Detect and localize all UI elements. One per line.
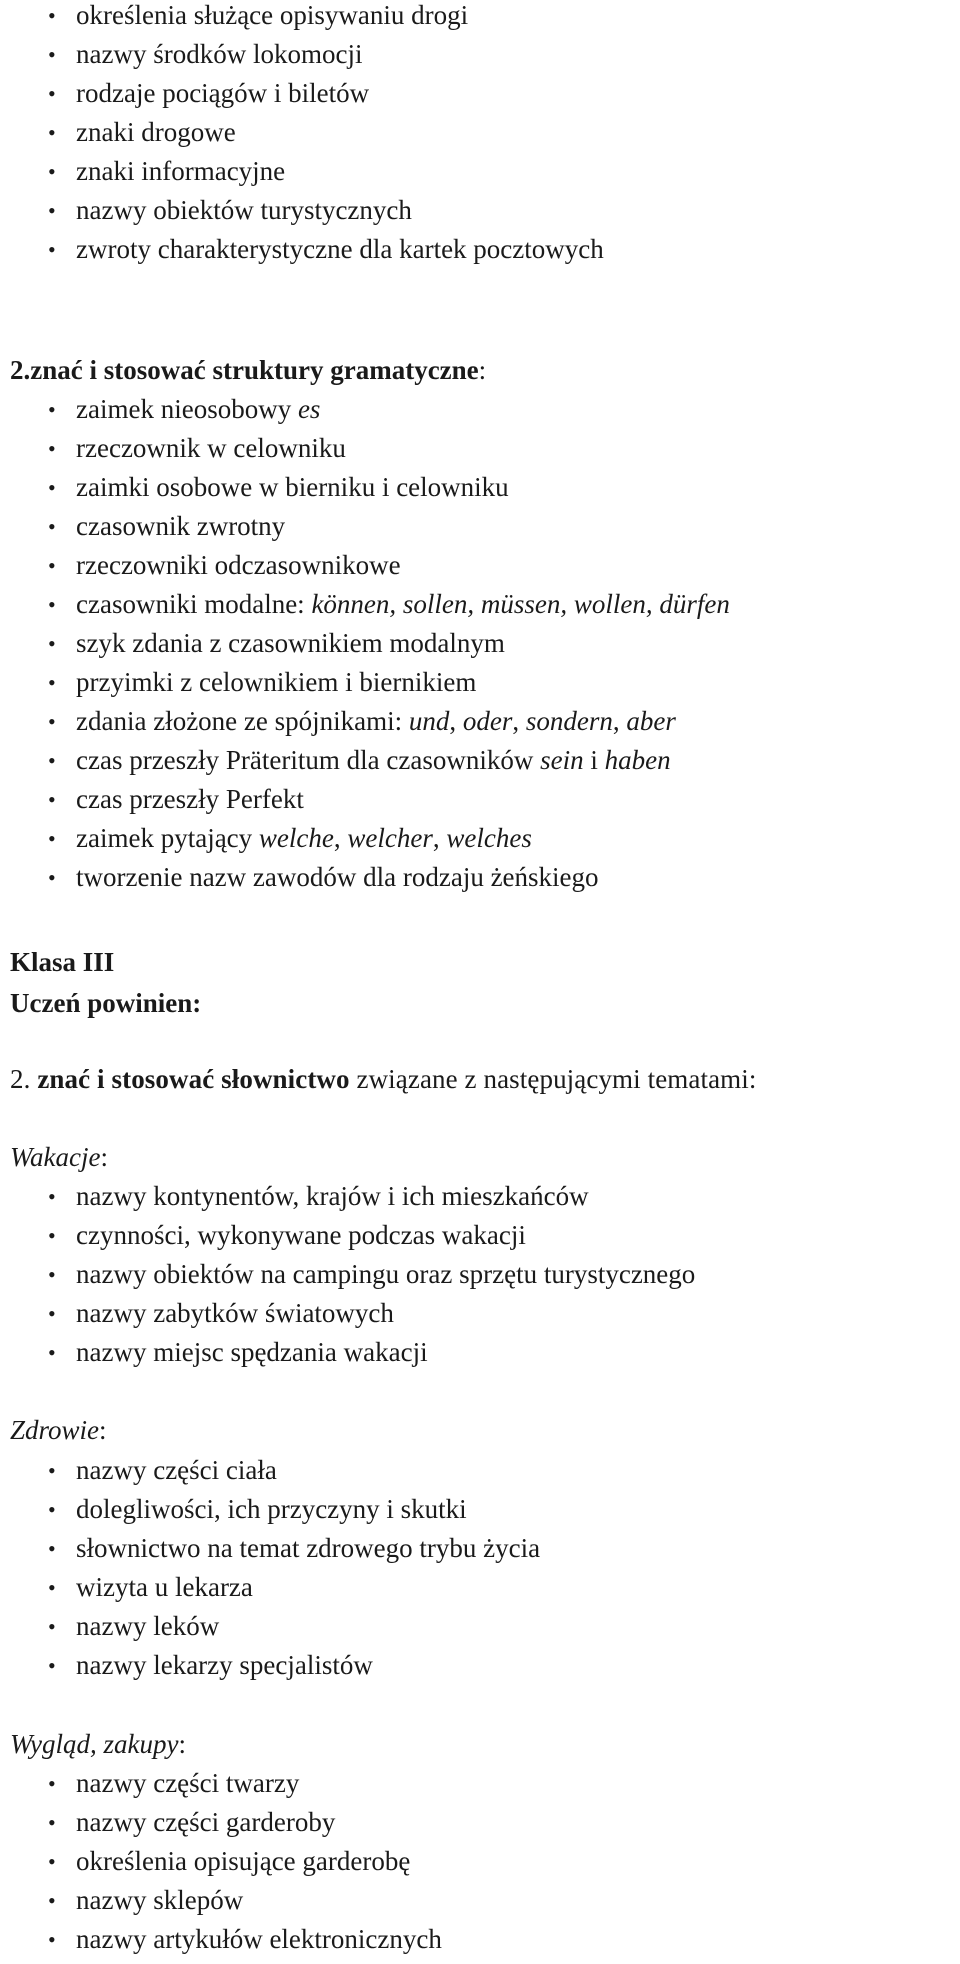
list-item: • rodzaje pociągów i biletów [0,74,604,113]
list-item: • nazwy kontynentów, krajów i ich mieszkańców [0,1177,695,1216]
item-term: und [408,706,450,736]
list-item: • określenia opisujące garderobę [0,1842,442,1881]
list-item: • nazwy obiektów turystycznych [0,191,604,230]
list-item: • znaki informacyjne [0,152,604,191]
list-item: • dolegliwości, ich przyczyny i skutki [0,1490,540,1529]
item-text: zaimek nieosobowy [76,394,298,424]
topic-colon: : [100,1142,108,1172]
zdrowie-list [0,1451,540,1685]
vocabulary-heading-number: 2. [10,1064,38,1094]
wakacje-list [0,1177,695,1372]
item-term: sondern [525,706,613,736]
separator: , [432,823,447,853]
topic-label: Zdrowie [10,1415,100,1445]
item-term: oder [462,706,513,736]
topic-label: Wygląd, zakupy [10,1729,179,1759]
item-text: zaimek pytający [76,823,259,853]
list-item: • rzeczowniki odczasownikowe [0,546,730,585]
topic-heading-wyglad [10,1725,186,1764]
wyglad-list [0,1764,442,1959]
list-item: • przyimki z celownikiem i biernikiem [0,663,730,702]
list-item: • czynności, wykonywane podczas wakacji [0,1216,695,1255]
item-text: czas przeszły Präteritum dla czasowników [76,745,541,775]
list-item: • nazwy lekarzy specjalistów [0,1646,540,1685]
list-item: • słownictwo na temat zdrowego trybu życia [0,1529,540,1568]
list-item [0,819,730,858]
list-item: • nazwy leków [0,1607,540,1646]
item-term: es [297,394,321,424]
vocabulary-heading [10,1060,756,1099]
topic-heading-zdrowie [10,1411,107,1450]
item-term: können, sollen, müssen, wollen, dürfen [311,589,730,619]
item-term: welches [446,823,532,853]
travel-vocabulary-list [0,0,604,269]
grammar-list [0,390,730,897]
topic-colon: : [178,1729,186,1759]
class-heading: Klasa III [10,947,115,977]
list-item [0,585,730,624]
grammar-heading-colon: : [478,355,487,385]
list-item: • szyk zdania z czasownikiem modalnym [0,624,730,663]
grammar-heading-text: 2.znać i stosować struktury gramatyczne [10,355,479,385]
separator: , [449,706,463,736]
separator: , [333,823,348,853]
list-item: • tworzenie nazw zawodów dla rodzaju żeńskiego [0,858,730,897]
list-item: • rzeczownik w celowniku [0,429,730,468]
list-item: • nazwy zabytków światowych [0,1294,695,1333]
topic-label: Wakacje [10,1142,101,1172]
grammar-heading [10,351,486,390]
item-term: welcher [347,823,433,853]
item-term: haben [604,745,671,775]
topic-colon: : [99,1415,107,1445]
list-item [0,390,730,429]
list-item [0,741,730,780]
separator: , [512,706,526,736]
list-item: • zwroty charakterystyczne dla kartek pocztowych [0,230,604,269]
list-item: • czas przeszły Perfekt [0,780,730,819]
item-text: zdania złożone ze spójnikami: [76,706,409,736]
list-item: • czasownik zwrotny [0,507,730,546]
item-term: sein [540,745,584,775]
list-item: • zaimki osobowe w bierniku i celowniku [0,468,730,507]
list-item: • nazwy części ciała [0,1451,540,1490]
list-item: • nazwy sklepów [0,1881,442,1920]
list-item: • znaki drogowe [0,113,604,152]
separator: , [612,706,627,736]
list-item: • nazwy części twarzy [0,1764,442,1803]
item-text: czasowniki modalne: [76,589,312,619]
list-item [0,702,730,741]
list-item: • nazwy środków lokomocji [0,35,604,74]
item-term: welche [258,823,334,853]
list-item: • nazwy obiektów na campingu oraz sprzętu turystycznego [0,1255,695,1294]
list-item: • wizyta u lekarza [0,1568,540,1607]
separator: i [583,745,605,775]
list-item: • nazwy artykułów elektronicznych [0,1920,442,1959]
student-heading: Uczeń powinien: [10,988,202,1018]
list-item: • nazwy miejsc spędzania wakacji [0,1333,695,1372]
list-item: • określenia służące opisywaniu drogi [0,0,604,35]
topic-heading-wakacje [10,1138,108,1177]
list-item: • nazwy części garderoby [0,1803,442,1842]
item-term: aber [626,706,676,736]
vocabulary-heading-bold: znać i stosować słownictwo [37,1064,350,1094]
vocabulary-heading-rest: związane z następującymi tematami: [349,1064,757,1094]
